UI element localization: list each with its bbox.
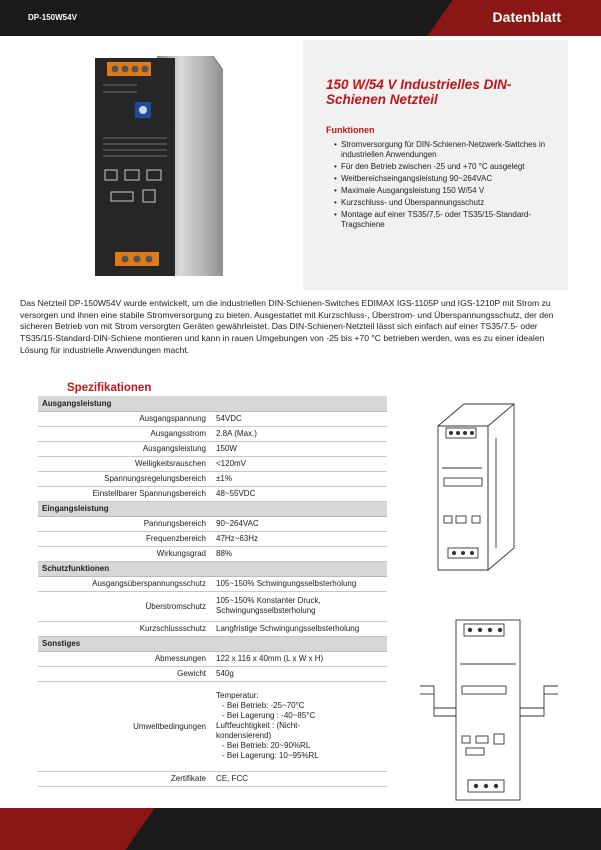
table-row: Ausgangsleistung 150W [38,441,387,456]
table-row: Kurzschlussschutz Langfristige Schwingungsselbsterholung [38,621,387,636]
table-row: Welligkeitsrauschen <120mV [38,456,387,471]
list-item: • Für den Betrieb zwischen -25 und +70 °C ausgelegt [334,162,525,171]
table-row: Ausgangsstrom 2.8A (Max.) [38,426,387,441]
page-footer [0,808,601,850]
table-row: Abmessungen 122 x 116 x 40mm (L x W x H) [38,651,387,666]
intro-paragraph: Das Netzteil DP-150W54V wurde entwickelt, um die industriellen DIN-Schienen-Switches EDIMAX IGS-1105P und IGS-1210P mit Strom zu versorgen und ihnen eine stabile Stromversorgung zu bieten. Ausgestattet mit Kurzschluss-, Überstrom- und Überspannungsschutz, der den sicheren Betrieb von mit Strom versorgten Geräten gewährleistet. Das DIN-Schienen-Netzteil lässt sich einfach auf einer TS35/7.5- oder TS35/15-Standard-DIN-Schiene montieren und kann in rauen Umgebungen von -25 bis +70 °C betrieben werden, was es zu einer idealen Lösung für industrielle Anwendungen macht. [20,298,554,355]
table-row: Pannungsbereich 90~264VAC [38,516,387,531]
table-row: Einstellbarer Spannungsbereich 48~55VDC [38,486,387,501]
table-row: Überstromschutz 105~150% Konstanter Druck, Schwingungsselbsterholung [38,591,387,621]
table-row: Wirkungsgrad 88% [38,546,387,561]
table-row: Zertifikate CE, FCC [38,771,387,786]
product-photo [27,40,293,290]
table-row: Ausgangsüberspannungsschutz 105~150% Schwingungsselbsterholung [38,576,387,591]
specs-heading: Spezifikationen [67,382,152,394]
list-item: • Stromversorgung für DIN-Schienen-Netzwerk-Switches in industriellen Anwendungen [334,140,546,159]
list-item: • Weitbereichseingangsleistung 90~264VAC [334,174,493,183]
section-row: Schutzfunktionen [38,561,387,576]
device-drawing-angled [430,398,540,578]
section-row: Ausgangsleistung [38,396,387,411]
product-code: DP-150W54V [28,13,77,22]
table-row: Umweltbedingungen Temperatur: - Bei Betrieb: -25~70°C - Bei Lagerung : -40~85°C Luftfeuchtigkeit : (Nicht- kondensierend) - Bei Betrieb: 20~90%RL - Bei Lagerung: 10~95%RL [38,681,387,771]
section-row: Eingangsleistung [38,501,387,516]
device-drawing-rail [420,616,560,806]
features-list [334,140,562,232]
table-row: Frequenzbereich 47Hz~63Hz [38,531,387,546]
datasheet-title: Datenblatt [492,9,561,25]
features-heading: Funktionen [326,125,375,135]
specs-table [38,396,387,787]
table-row: Spannungsregelungsbereich ±1% [38,471,387,486]
table-row: Gewicht 540g [38,666,387,681]
list-item: • Maximale Ausgangsleistung 150 W/54 V [334,186,485,195]
table-row: Ausgangspannung 54VDC [38,411,387,426]
footer-red-stripe [0,808,155,850]
page-header [0,0,601,36]
list-item: • Montage auf einer TS35/7,5- oder TS35/15-Standard-Tragschiene [334,210,532,229]
section-row: Sonstiges [38,636,387,651]
product-title: 150 W/54 V Industrielles DIN-Schienen Netzteil [326,77,512,107]
list-item: • Kurzschluss- und Überspannungsschutz [334,198,485,207]
